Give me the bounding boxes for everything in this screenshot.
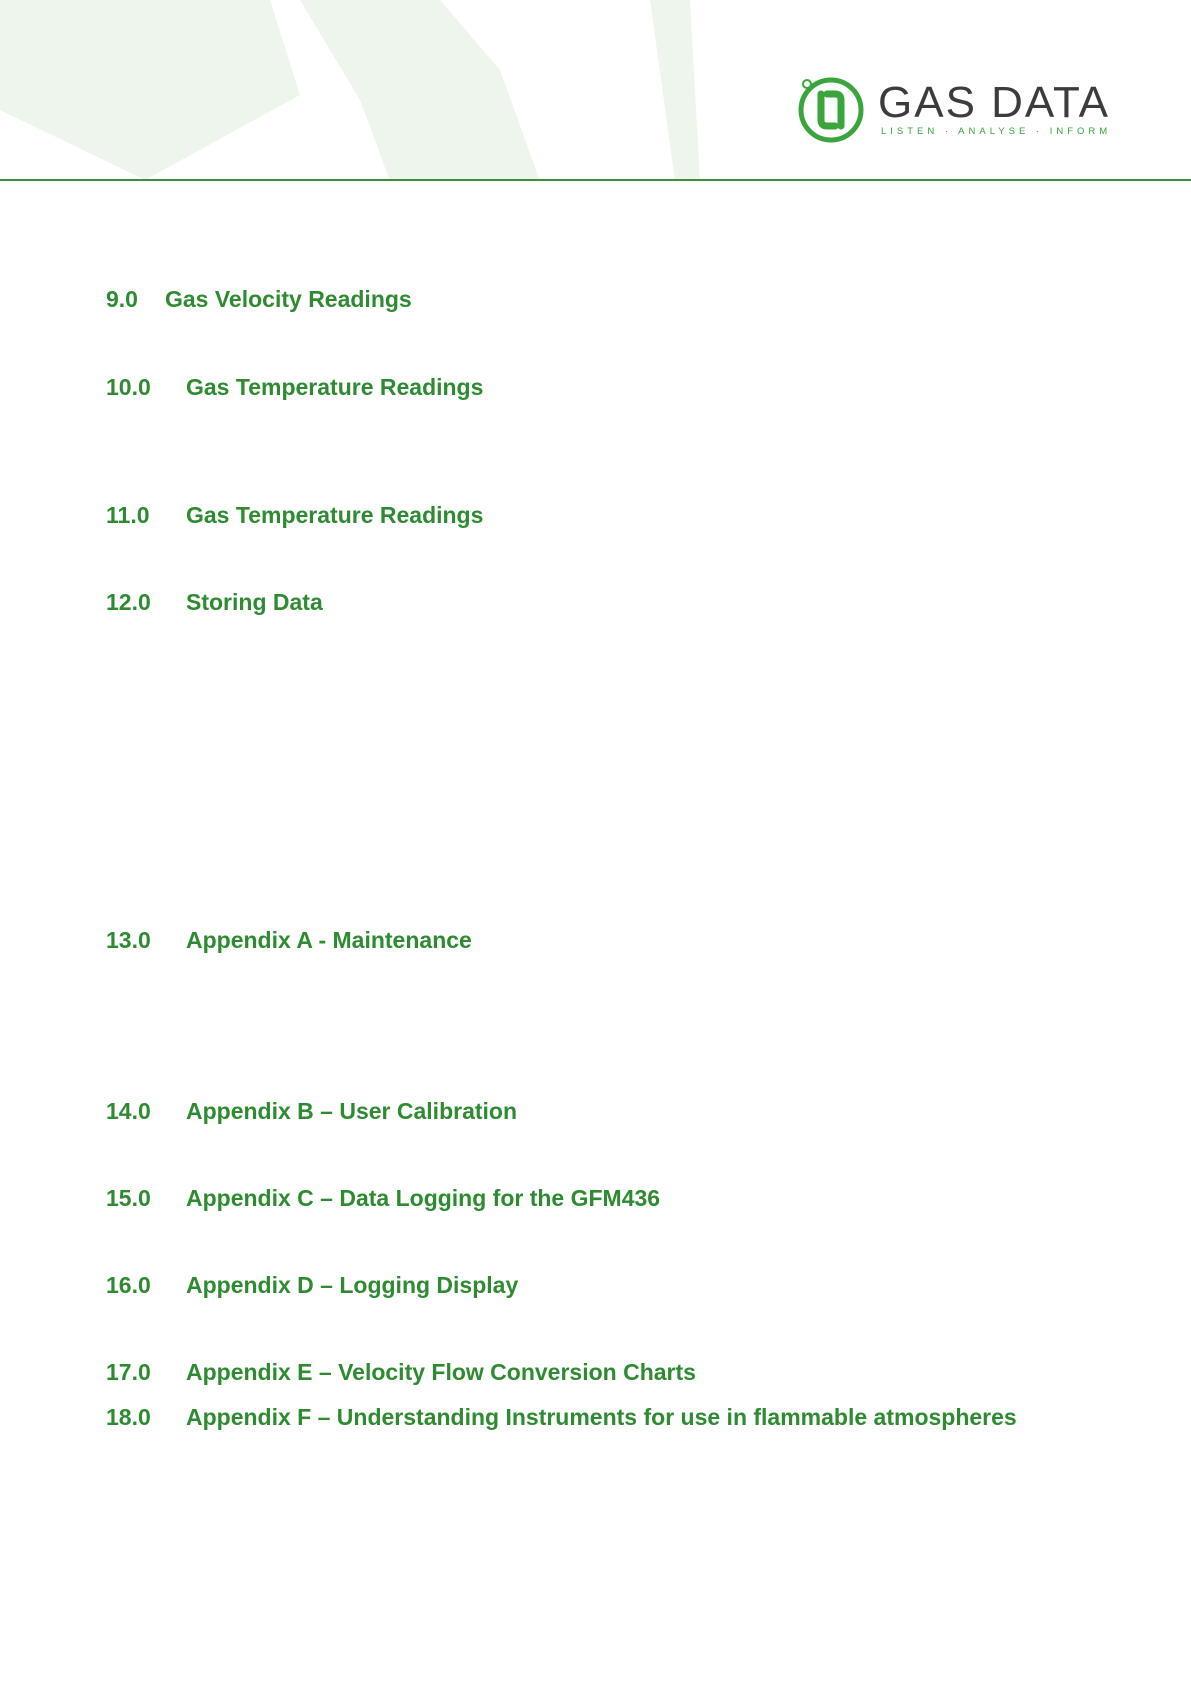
toc-title: Gas Temperature Readings	[186, 374, 484, 400]
toc-title: Appendix B – User Calibration	[186, 1098, 518, 1124]
toc-number: 10.0	[106, 374, 151, 400]
toc-number: 17.0	[106, 1359, 151, 1385]
toc-title: Appendix F – Understanding Instruments for use in flammable atmospheres	[186, 1404, 1017, 1430]
toc-title: Gas Temperature Readings	[186, 502, 484, 528]
toc-number: 13.0	[106, 927, 151, 953]
toc-number: 18.0	[106, 1404, 151, 1430]
logo-tagline: LISTEN · ANALYSE · INFORM	[881, 126, 1112, 137]
logo-wordmark: GAS DATA	[878, 78, 1110, 127]
toc-number: 9.0	[106, 286, 138, 312]
toc-title: Storing Data	[186, 589, 323, 615]
toc-number: 15.0	[106, 1185, 151, 1211]
company-logo	[795, 74, 1125, 146]
toc-title: Appendix C – Data Logging for the GFM436	[186, 1185, 661, 1211]
toc-title: Appendix D – Logging Display	[186, 1272, 519, 1298]
toc-title: Appendix A - Maintenance	[186, 927, 472, 953]
header-divider	[0, 179, 1191, 181]
gas-data-logo-icon	[795, 74, 867, 146]
toc-number: 12.0	[106, 589, 151, 615]
toc-title: Gas Velocity Readings	[165, 286, 412, 312]
toc-number: 11.0	[106, 502, 150, 528]
toc-title: Appendix E – Velocity Flow Conversion Charts	[186, 1359, 696, 1385]
toc-number: 14.0	[106, 1098, 151, 1124]
toc-number: 16.0	[106, 1272, 151, 1298]
